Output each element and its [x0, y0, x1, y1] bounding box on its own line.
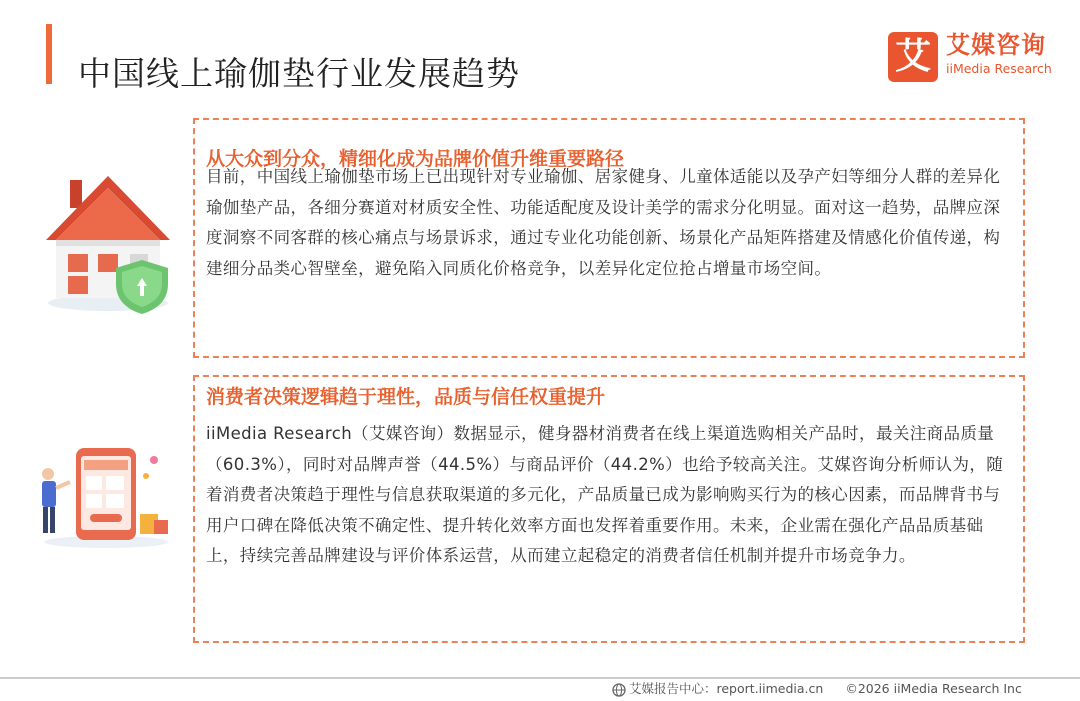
section-consumer-decision [193, 375, 1025, 643]
section-segmentation [193, 118, 1025, 358]
title-accent-bar [46, 24, 52, 84]
footer [612, 679, 1022, 699]
section-body: iiMedia Research（艾媒咨询）数据显示，健身器材消费者在线上渠道选购相关产品时，最关注商品质量（60.3%），同时对品牌声誉（44.5%）与商品评价（44.2%）也给予较高关注。艾媒咨询分析师认为，随着消费者决策趋于理性与信息获取渠道的多元化，产品质量已成为影响购买行为的核心因素，而品牌背书与用户口碑在降低决策不确定性、提升转化效率方面也发挥着重要作用。未来，企业需在强化产品品质基础上，持续完善品牌建设与评价体系运营，从而建立起稳定的消费者信任机制并提升市场竞争力。 [206, 424, 1004, 566]
section-heading: 从大众到分众，精细化成为品牌价值升维重要路径 [206, 147, 625, 170]
iimedia-logo [888, 32, 1068, 82]
section-heading: 消费者决策逻辑趋于理性，品质与信任权重提升 [206, 386, 606, 408]
globe-icon [612, 683, 626, 697]
logo-name-cn: 艾媒咨询 [946, 31, 1046, 59]
mobile-shopping-icon [36, 440, 176, 550]
footer-copyright: ©2026 iiMedia Research Inc [845, 681, 1022, 696]
logo-name-en: iiMedia Research [946, 61, 1052, 76]
logo-mark: 艾 [888, 32, 938, 82]
footer-source: 艾媒报告中心：report.iimedia.cn [629, 681, 824, 696]
page-title: 中国线上瑜伽垫行业发展趋势 [78, 54, 520, 94]
section-body: 目前，中国线上瑜伽垫市场上已出现针对专业瑜伽、居家健身、儿童体适能以及孕产妇等细分人群的差异化瑜伽垫产品，各细分赛道对材质安全性、功能适配度及设计美学的需求分化明显。面对这一趋势，品牌应深度洞察不同客群的核心痛点与场景诉求，通过专业化功能创新、场景化产品矩阵搭建及情感化价值传递，构建细分品类心智壁垒，避免陷入同质化价格竞争，以差异化定位抢占增量市场空间。 [206, 167, 1001, 278]
house-shield-icon [38, 168, 178, 318]
